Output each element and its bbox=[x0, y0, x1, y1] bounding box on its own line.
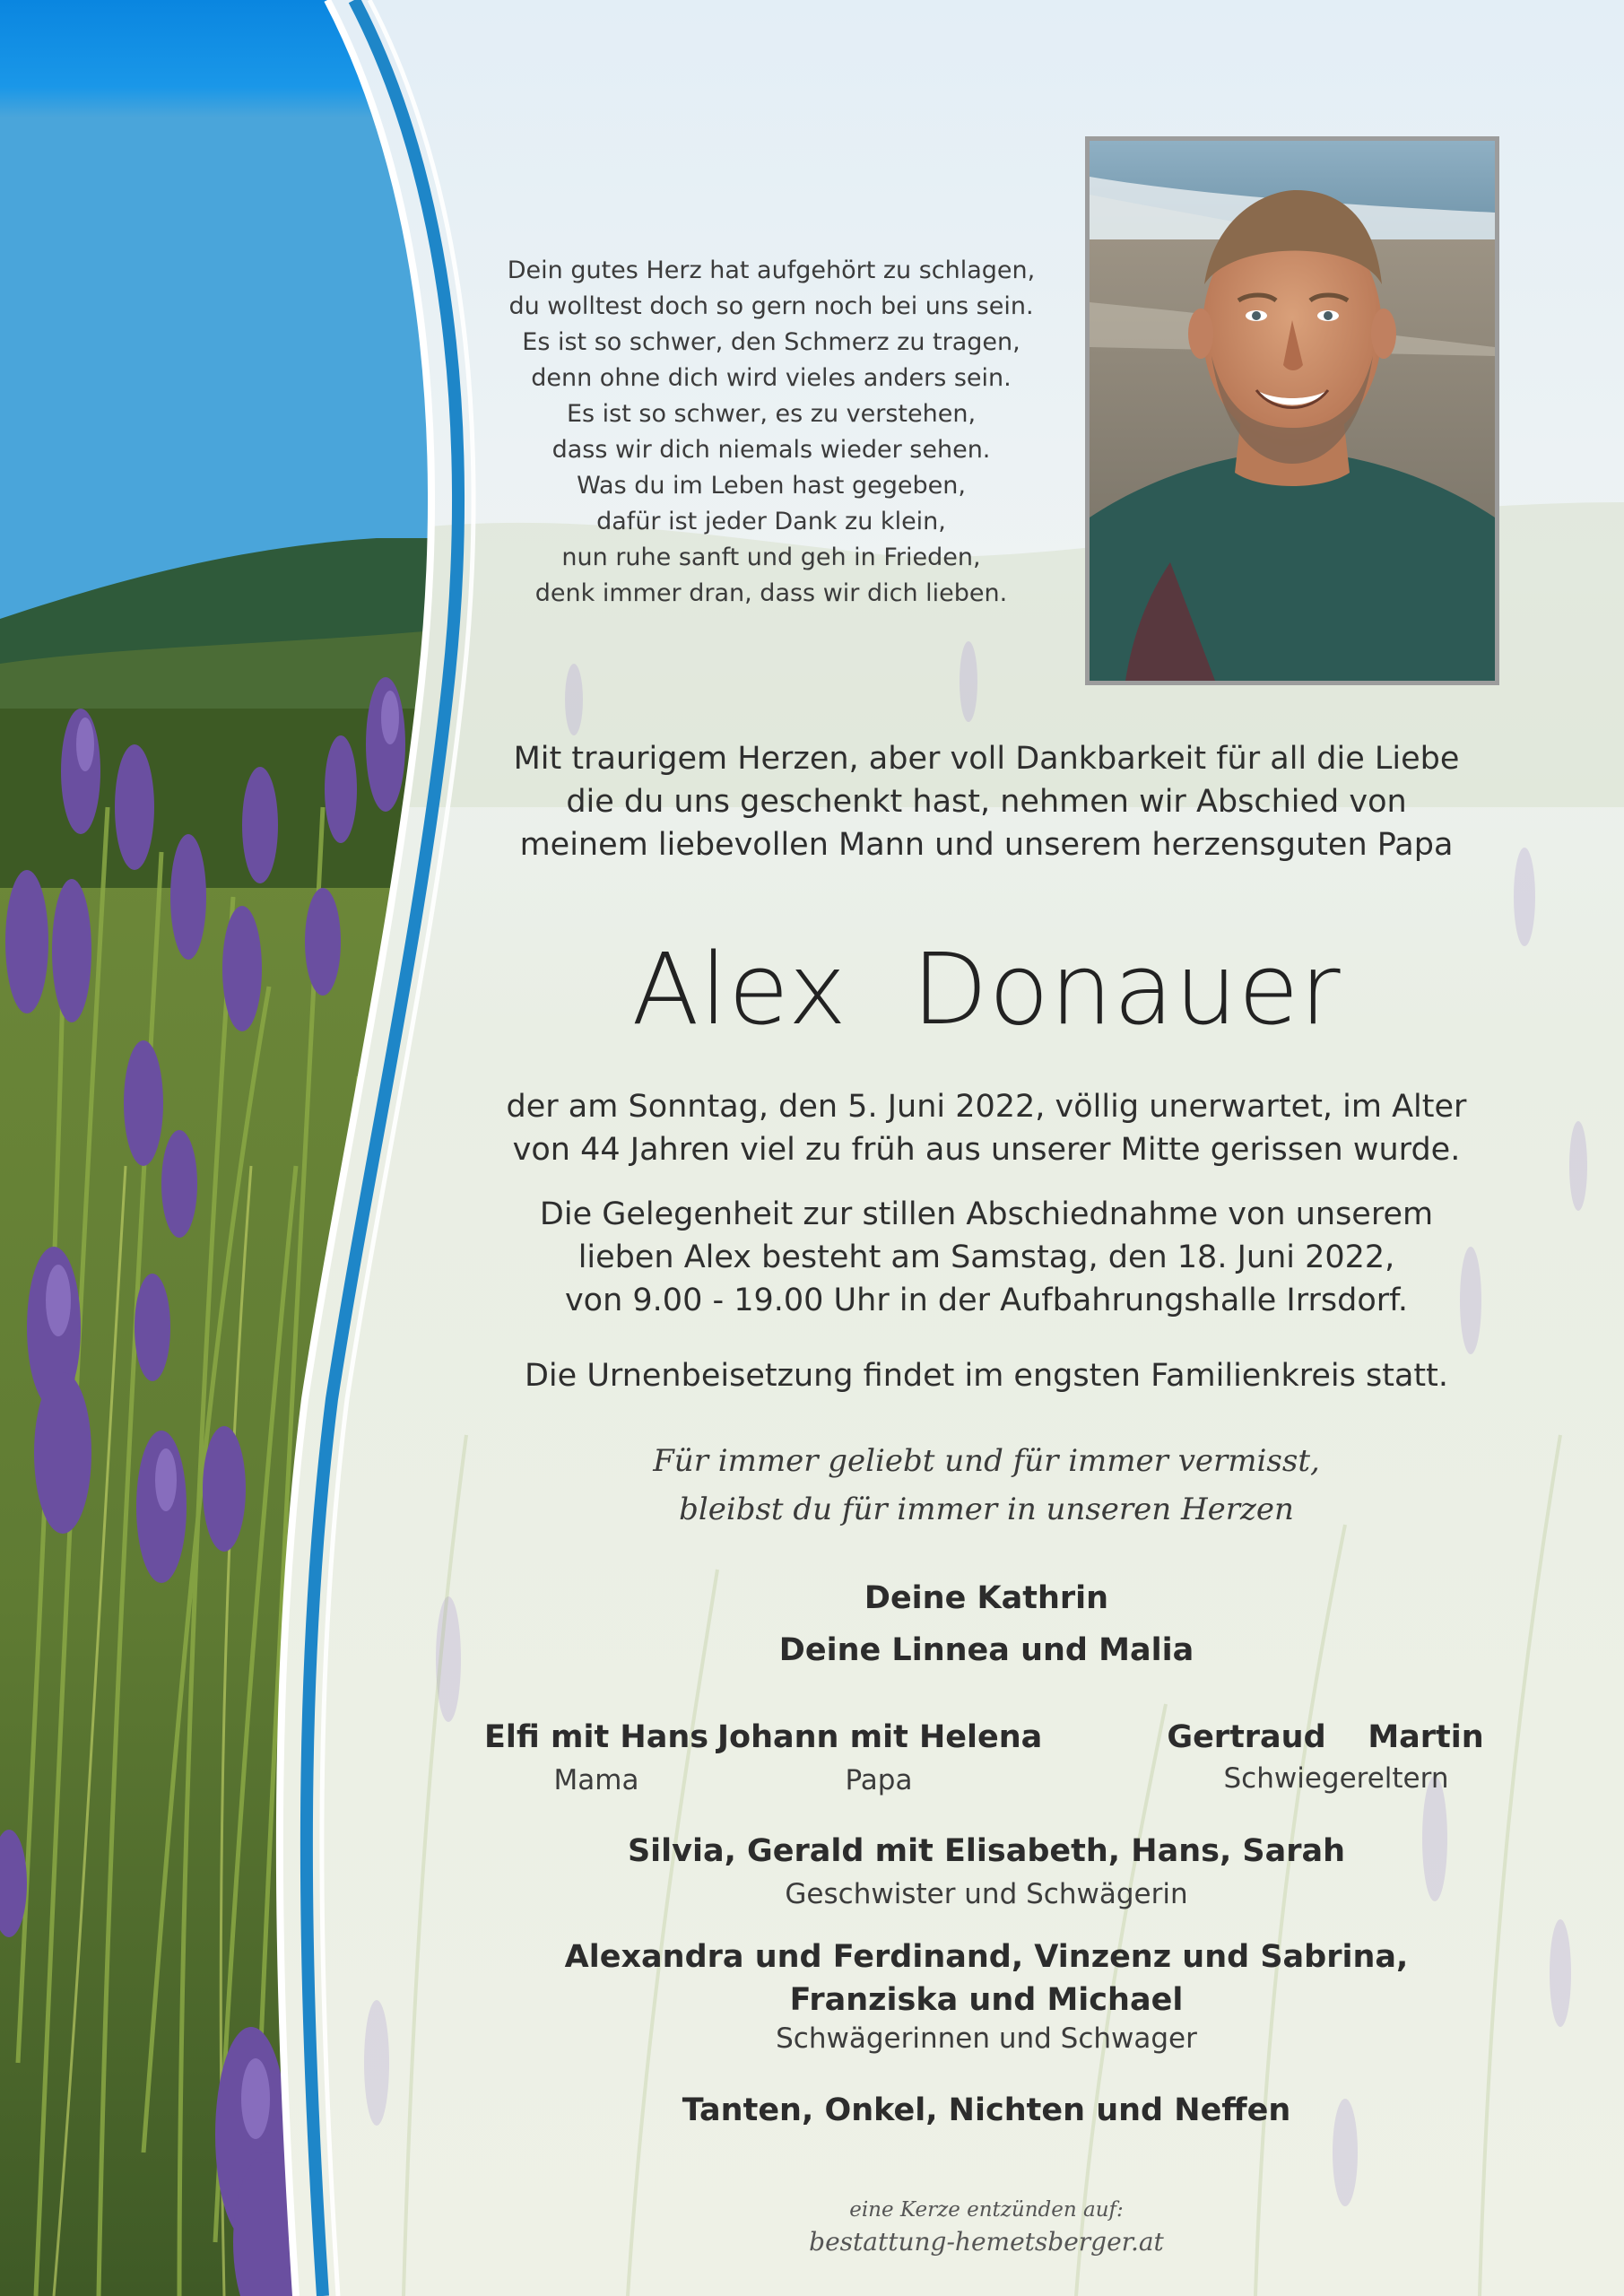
viewing-line: von 9.00 - 19.00 Uhr in der Aufbahrungshalle Irrsdorf. bbox=[564, 1283, 1409, 1318]
inlaw-father-name: Martin bbox=[1368, 1719, 1484, 1755]
viewing-line: lieben Alex besteht am Samstag, den 18. Juni 2022, bbox=[578, 1239, 1395, 1275]
viewing-details bbox=[502, 1193, 1471, 1322]
death-notice-line: der am Sonntag, den 5. Juni 2022, völlig unerwartet, im Alter bbox=[506, 1089, 1467, 1125]
urn-burial-note bbox=[502, 1354, 1471, 1397]
poem-line: nun ruhe sanft und geh in Frieden, bbox=[561, 544, 981, 571]
poem-line: Dein gutes Herz hat aufgehört zu schlagen, bbox=[507, 257, 1036, 284]
death-notice bbox=[502, 1085, 1471, 1171]
memorial-motto bbox=[502, 1437, 1471, 1534]
siblings-names: Silvia, Gerald mit Elisabeth, Hans, Sarah bbox=[627, 1833, 1346, 1869]
intro-line: meinem liebevollen Mann und unserem herzensguten Papa bbox=[519, 827, 1454, 863]
poem-line: denk immer dran, dass wir dich lieben. bbox=[534, 579, 1008, 607]
poem-line: denn ohne dich wird vieles anders sein. bbox=[531, 364, 1012, 392]
candle-prompt: eine Kerze entzünden auf: bbox=[849, 2198, 1124, 2222]
urn-line: Die Urnenbeisetzung findet im engsten Familienkreis statt. bbox=[524, 1358, 1448, 1394]
mourner-siblings bbox=[502, 1825, 1471, 1911]
father-name: Johann mit Helena bbox=[717, 1719, 1043, 1755]
mourner-father bbox=[717, 1711, 1043, 1797]
mourner-relatives: Tanten, Onkel, Nichten und Neffen bbox=[682, 2092, 1291, 2128]
poem-line: Es ist so schwer, den Schmerz zu tragen, bbox=[522, 328, 1020, 356]
viewing-line: Die Gelegenheit zur stillen Abschiednahme von unserem bbox=[539, 1196, 1434, 1232]
mother-role: Mama bbox=[553, 1764, 639, 1796]
candle-footer bbox=[717, 2196, 1255, 2260]
siblings-in-law-role: Schwägerinnen und Schwager bbox=[776, 2022, 1197, 2055]
siblings-in-law-names-line1: Alexandra und Ferdinand, Vinzenz und Sabrina, bbox=[564, 1939, 1409, 1975]
mourner-siblings-in-law bbox=[502, 1935, 1471, 2056]
poem-line: dass wir dich niemals wieder sehen. bbox=[551, 436, 991, 464]
mourner-inlaw-mother bbox=[1166, 1711, 1327, 1763]
announcement-intro bbox=[502, 737, 1471, 866]
memorial-poem bbox=[466, 253, 1076, 612]
funeral-home-link[interactable]: bestattung-hemetsberger.at bbox=[809, 2227, 1164, 2257]
intro-line: Mit traurigem Herzen, aber voll Dankbarkeit für all die Liebe bbox=[513, 741, 1460, 777]
poem-line: Was du im Leben hast gegeben, bbox=[577, 472, 966, 500]
mourner-inlaw-father bbox=[1345, 1711, 1507, 1763]
poem-line: dafür ist jeder Dank zu klein, bbox=[596, 508, 946, 535]
inlaws-role: Schwiegereltern bbox=[1223, 1762, 1449, 1795]
motto-line: Für immer geliebt und für immer vermisst, bbox=[653, 1443, 1320, 1479]
poem-line: Es ist so schwer, es zu verstehen, bbox=[566, 400, 977, 428]
mourner-mother bbox=[484, 1711, 708, 1797]
mourner-children: Deine Linnea und Malia bbox=[778, 1632, 1194, 1668]
deceased-name: Alex Donauer bbox=[631, 932, 1342, 1047]
motto-line: bleibst du für immer in unseren Herzen bbox=[679, 1492, 1294, 1527]
intro-line: die du uns geschenkt hast, nehmen wir Abschied von bbox=[566, 784, 1407, 820]
death-notice-line: von 44 Jahren viel zu früh aus unserer Mitte gerissen wurde. bbox=[512, 1132, 1461, 1168]
father-role: Papa bbox=[845, 1764, 913, 1796]
mother-name: Elfi mit Hans bbox=[484, 1719, 709, 1755]
inlaw-mother-name: Gertraud bbox=[1167, 1719, 1326, 1755]
siblings-role: Geschwister und Schwägerin bbox=[785, 1878, 1188, 1910]
siblings-in-law-names-line2: Franziska und Michael bbox=[789, 1982, 1184, 2018]
mourner-wife: Deine Kathrin bbox=[864, 1580, 1109, 1616]
poem-line: du wolltest doch so gern noch bei uns sein. bbox=[508, 292, 1034, 320]
portrait-photo bbox=[1085, 136, 1499, 685]
